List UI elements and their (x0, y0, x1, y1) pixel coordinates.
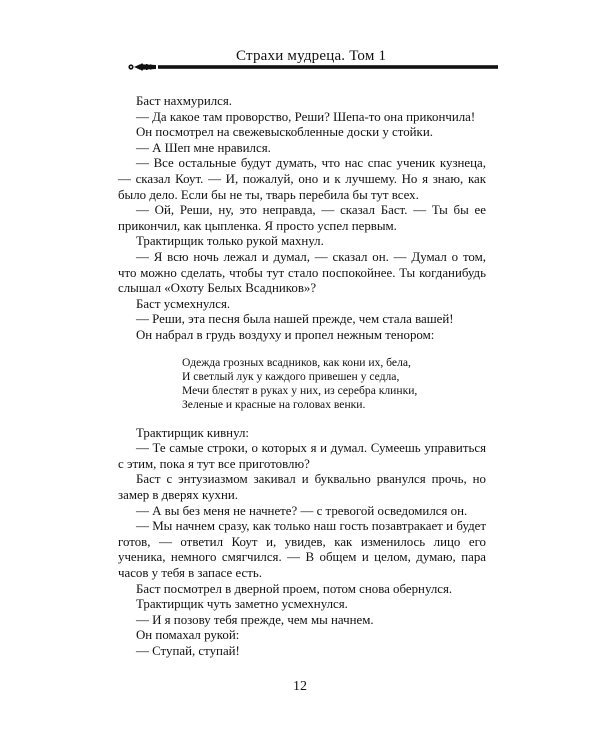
paragraph: — А вы без меня не начнете? — с тревогой осведомился он. (136, 503, 468, 518)
paragraph: — Я всю ночь лежал и думал, — сказал он. — Думал о том, что можно сделать, чтобы тут стало поспокойнее. Ты когданибудь слышал «Охоту Белых Всадников»? (118, 249, 486, 296)
paragraph: Трактирщик чуть заметно усмехнулся. (136, 597, 348, 612)
paragraph: Он набрал в грудь воздуху и пропел нежным тенором: (136, 327, 435, 342)
paragraph: — Ой, Реши, ну, это неправда, — сказал Баст. — Ты бы ее прикончил, как цыпленка. Я просто успел первым. (118, 203, 486, 233)
paragraph: — Мы начнем сразу, как только наш гость позавтракает и будет готов, — ответил Коут и, увидев, как изменилось лицо его ученика, немного смягчился. — В общем и целом, думаю, пара часов у тебя в запасе есть. (118, 519, 486, 581)
paragraph: Баст усмехнулся. (136, 296, 231, 311)
paragraph: Он посмотрел на свежевыскобленные доски у стойки. (136, 125, 433, 140)
paragraph: Баст с энтузиазмом закивал и буквально рванулся прочь, но замер в дверях кухни. (118, 472, 486, 503)
paragraph: — И я позову тебя прежде, чем мы начнем. (136, 612, 374, 627)
body-text (118, 94, 486, 660)
paragraph: Трактирщик только рукой махнул. (136, 234, 324, 249)
paragraph: — Реши, эта песня была нашей прежде, чем стала вашей! (136, 312, 454, 327)
paragraph: Баст нахмурился. (136, 94, 233, 108)
paragraph: — А Шеп мне нравился. (136, 140, 271, 155)
paragraph: — Те самые строки, о которых я и думал. Сумеешь управиться с этим, пока я тут все приготовлю? (118, 441, 486, 471)
song-verse (182, 356, 486, 413)
paragraph: — Да какое там проворство, Реши? Шепа-то она прикончила! (136, 109, 476, 124)
paragraph: Трактирщик кивнул: (136, 425, 249, 440)
verse-line: Одежда грозных всадников, как кони их, бела, (182, 355, 411, 369)
running-title: Страхи мудреца. Том 1 (236, 48, 387, 64)
page-number: 12 (293, 679, 307, 694)
running-header (128, 44, 498, 74)
paragraph: Он помахал рукой: (136, 628, 240, 643)
verse-line: И светлый лук у каждого привешен у седла, (182, 369, 400, 383)
verse-line: Зеленые и красные на головах венки. (182, 398, 366, 412)
paragraph: — Все остальные будут думать, что нас спас ученик кузнеца, — сказал Коут. — И, пожалуй, оно и к лучшему. Но я знаю, как было дело. Если бы не ты, тварь перебила бы тут всех. (118, 156, 486, 202)
paragraph: — Ступай, ступай! (136, 644, 240, 658)
verse-line: Мечи блестят в руках у них, из серебра клинки, (182, 384, 418, 398)
paragraph: Баст посмотрел в дверной проем, потом снова обернулся. (136, 581, 453, 596)
